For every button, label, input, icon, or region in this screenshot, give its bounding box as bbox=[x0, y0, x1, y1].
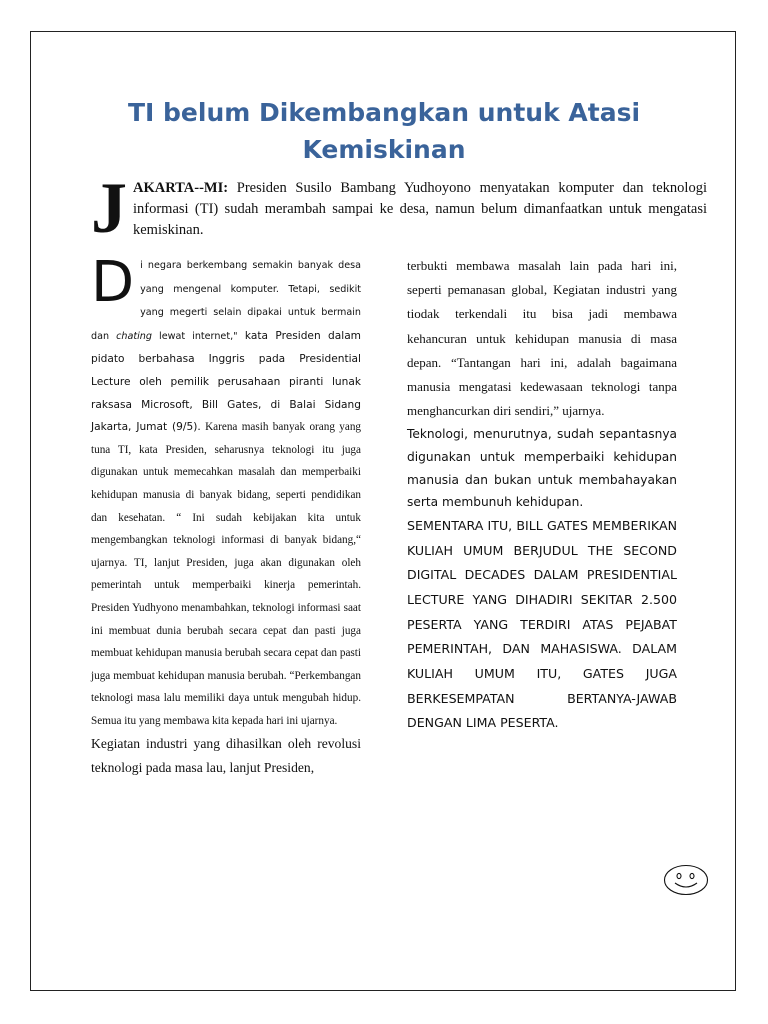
document-page bbox=[30, 31, 736, 991]
lead-text: Presiden Susilo Bambang Yudhoyono menyatakan komputer dan teknologi informasi (TI) sudah merambah sampai ke desa, namun belum dimanfaatkan untuk mengatasi kemiskinan. bbox=[133, 180, 707, 238]
left-body-text: Karena masih banyak orang yang tuna TI, kata Presiden, seharusnya teknologi itu juga digunakan untuk memecahkan masalah dan memperbaiki kehidupan manusia di banyak bidang, seperti pendidikan dan kesehatan. “ Ini sudah kebijakan kita untuk mengembangkan teknologi informasi di banyak bidang,“ ujarnya. TI, lanjut Presiden, juga akan digunakan oleh pemerintah untuk memperbaiki kinerja pemerintah. Presiden Yudhyono menambahkan, teknologi informasi saat ini membuat dunia berubah secara cepat dan pasti juga membuat kehidupan manusia berubah secara cepat dan pasti juga membuat kehidupan manusia berubah. “Perkembangan teknologi masa lalu memiliki daya untuk mengubah hidup. Semua itu yang membawa kita kepada hari ini ujarnya. bbox=[91, 421, 362, 727]
right-paragraph-2: Teknologi, menurutnya, sudah sepantasnya digunakan untuk memperbaiki kehidupan manusia dan bukan untuk membahayakan serta membunuh kehidupan. bbox=[407, 427, 677, 510]
title-line-1: TI belum Dikembangkan untuk Atasi bbox=[127, 98, 641, 127]
article-title bbox=[31, 94, 737, 168]
lead-paragraph bbox=[91, 168, 707, 248]
quote-attribution: kata Presiden dalam pidato berbahasa Inggris pada Presidential Lecture oleh pemilik perusahaan piranti lunak raksasa Microsoft, Bill Gates, di Balai Sidang Jakarta, Jumat (9/5). bbox=[91, 329, 362, 434]
left-continuation: Kegiatan industri yang dihasilkan oleh revolusi teknologi pada masa lau, lanjut Presiden, bbox=[91, 736, 361, 776]
drop-cap-j: J bbox=[91, 168, 127, 248]
right-paragraph-3: SEMENTARA ITU, BILL GATES MEMBERIKAN KULIAH UMUM BERJUDUL THE SECOND DIGITAL DECADES DALAM PRESIDENTIAL LECTURE YANG DIHADIRI SEKITAR 2.500 PESERTA YANG TERDIRI ATAS PEJABAT PEMERINTAH, DAN MAHASISWA. DALAM KULIAH UMUM ITU, GATES JUGA BERKESEMPATAN BERTANYA-JAWAB DENGAN LIMA PESERTA. bbox=[407, 517, 677, 731]
left-column bbox=[91, 250, 362, 780]
dateline-colon: : bbox=[223, 180, 229, 196]
title-line-2: Kemiskinan bbox=[302, 135, 466, 164]
dateline: AKARTA--MI bbox=[133, 180, 224, 196]
left-paragraph bbox=[91, 250, 362, 732]
quote-text: i negara berkembang semakin banyak desa yang mengenal komputer. Tetapi, sedikit yang megerti selain dipakai untuk bermain dan bbox=[91, 260, 361, 342]
drop-cap-d: D bbox=[91, 250, 135, 315]
right-paragraph-1: terbukti membawa masalah lain pada hari ini, seperti pemanasan global, Kegiatan industri yang tiodak terkendali itu bisa jadi membawa kehancuran untuk kehidupan manusia di masa depan. “Tantangan hari ini, adalah bagaimana manusia mengatasi kedewasaan teknologi tanpa menghancurkan diri sendiri,” ujarnya. bbox=[407, 258, 677, 419]
quote-italic-word: chating bbox=[116, 330, 152, 342]
smiley-face-icon bbox=[663, 864, 709, 896]
quote-text-end: lewat internet," bbox=[151, 330, 238, 342]
right-column bbox=[407, 254, 677, 736]
